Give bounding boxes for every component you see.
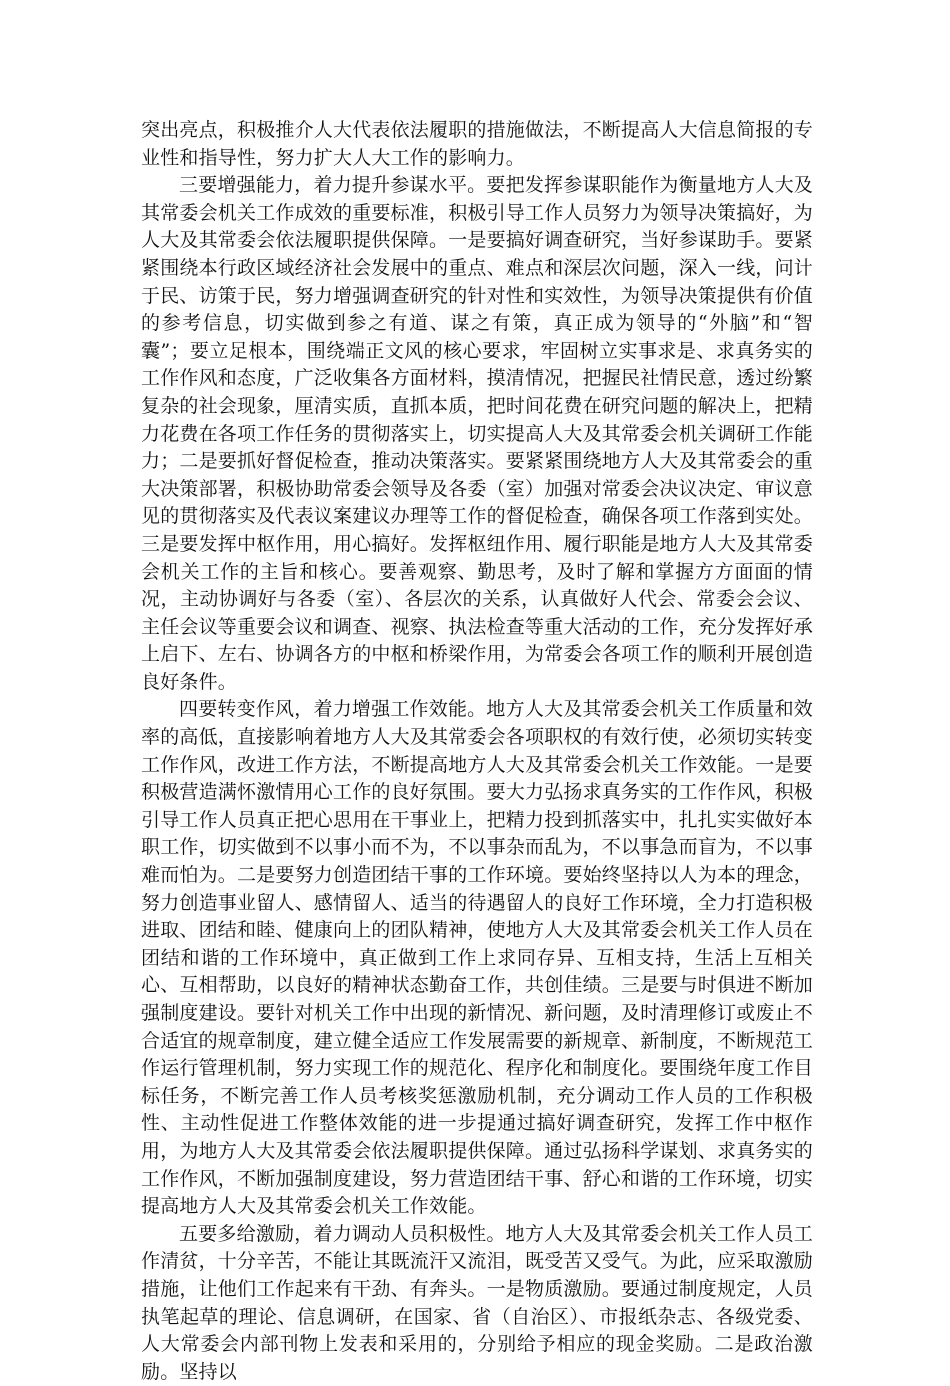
- paragraph-continuation: 突出亮点，积极推介人大代表依法履职的措施做法，不断提高人大信息简报的专业性和指导性，努力扩大人大工作的影响力。: [141, 119, 814, 169]
- paragraph-change-style: 四要转变作风，着力增强工作效能。地方人大及其常委会机关工作质量和效率的高低，直接影响着地方人大及其常委会各项职权的有效行使，必须切实转变工作作风，改进工作方法，不断提高地方人大及其常委会机关工作效能。一是要积极营造满怀激情用心工作的良好氛围。要大力弘扬求真务实的工作作风，积极引导工作人员真正把心思用在干事业上，把精力投到抓落实中，扎扎实实做好本职工作，切实做到不以事小而不为，不以事杂而乱为，不以事急而盲为，不以事难而怕为。二是要努力创造团结干事的工作环境。要始终坚持以人为本的理念，努力创造事业留人、感情留人、适当的待遇留人的良好工作环境，全力打造积极进取、团结和睦、健康向上的团队精神，使地方人大及其常委会机关工作人员在团结和谐的工作环境中，真正做到工作上求同存异、互相支持，生活上互相关心、互相帮助，以良好的精神状态勤奋工作，共创佳绩。三是要与时俱进不断加强制度建设。要针对机关工作中出现的新情况、新问题，及时清理修订或废止不合适宜的规章制度，建立健全适应工作发展需要的新规章、新制度，不断规范工作运行管理机制，努力实现工作的规范化、程序化和制度化。要围绕年度工作目标任务，不断完善工作人员考核奖惩激励机制，充分调动工作人员的工作积极性、主动性促进工作整体效能的进一步提通过搞好调查研究，发挥工作中枢作用，为地方人大及其常委会依法履职提供保障。通过弘扬科学谋划、求真务实的工作作风，不断加强制度建设，努力营造团结干事、舒心和谐的工作环境，切实提高地方人大及其常委会机关工作效能。: [141, 698, 814, 1218]
- paragraph-enhance-capability: 三要增强能力，着力提升参谋水平。要把发挥参谋职能作为衡量地方人大及其常委会机关工作成效的重要标准，积极引导工作人员努力为领导决策搞好，为人大及其常委会依法履职提供保障。一是要搞好调查研究，当好参谋助手。要紧紧围绕本行政区域经济社会发展中的重点、难点和深层次问题，深入一线，问计于民、访策于民，努力增强调查研究的针对性和实效性，为领导决策提供有价值的参考信息，切实做到参之有道、谋之有策，真正成为领导的“外脑”和“智囊”；要立足根本，围绕端正文风的核心要求，牢固树立实事求是、求真务实的工作作风和态度，广泛收集各方面材料，摸清情况，把握民社情民意，透过纷繁复杂的社会现象，厘清实质，直抓本质，把时间花费在研究问题的解决上，把精力花费在各项工作任务的贯彻落实上，切实提高人大及其常委会机关调研工作能力；二是要抓好督促检查，推动决策落实。要紧紧围绕地方人大及其常委会的重大决策部署，积极协助常委会领导及各委（室）加强对常委会决议决定、审议意见的贯彻落实及代表议案建议办理等工作的督促检查，确保各项工作落到实处。三是要发挥中枢作用，用心搞好。发挥枢纽作用、履行职能是地方人大及其常委会机关工作的主旨和核心。要善观察、勤思考，及时了解和掌握方方面面的情况，主动协调好与各委（室）、各层次的关系，认真做好人代会、常委会会议、主任会议等重要会议和调查、视察、执法检查等重大活动的工作，充分发挥好承上启下、左右、协调各方的中枢和桥梁作用，为常委会各项工作的顺利开展创造良好条件。: [141, 174, 814, 693]
- paragraph-incentives: 五要多给激励，着力调动人员积极性。地方人大及其常委会机关工作人员工作清贫，十分辛苦，不能让其既流汗又流泪，既受苦又受气。为此，应采取激励措施，让他们工作起来有干劲、有奔头。一是物质激励。要通过制度规定，人员执笔起草的理论、信息调研，在国家、省（自治区）、市报纸杂志、各级党委、人大常委会内部刊物上发表和采用的，分别给予相应的现金奖励。二是政治激励。坚持以: [141, 1222, 814, 1383]
- document-page: [141, 117, 813, 1386]
